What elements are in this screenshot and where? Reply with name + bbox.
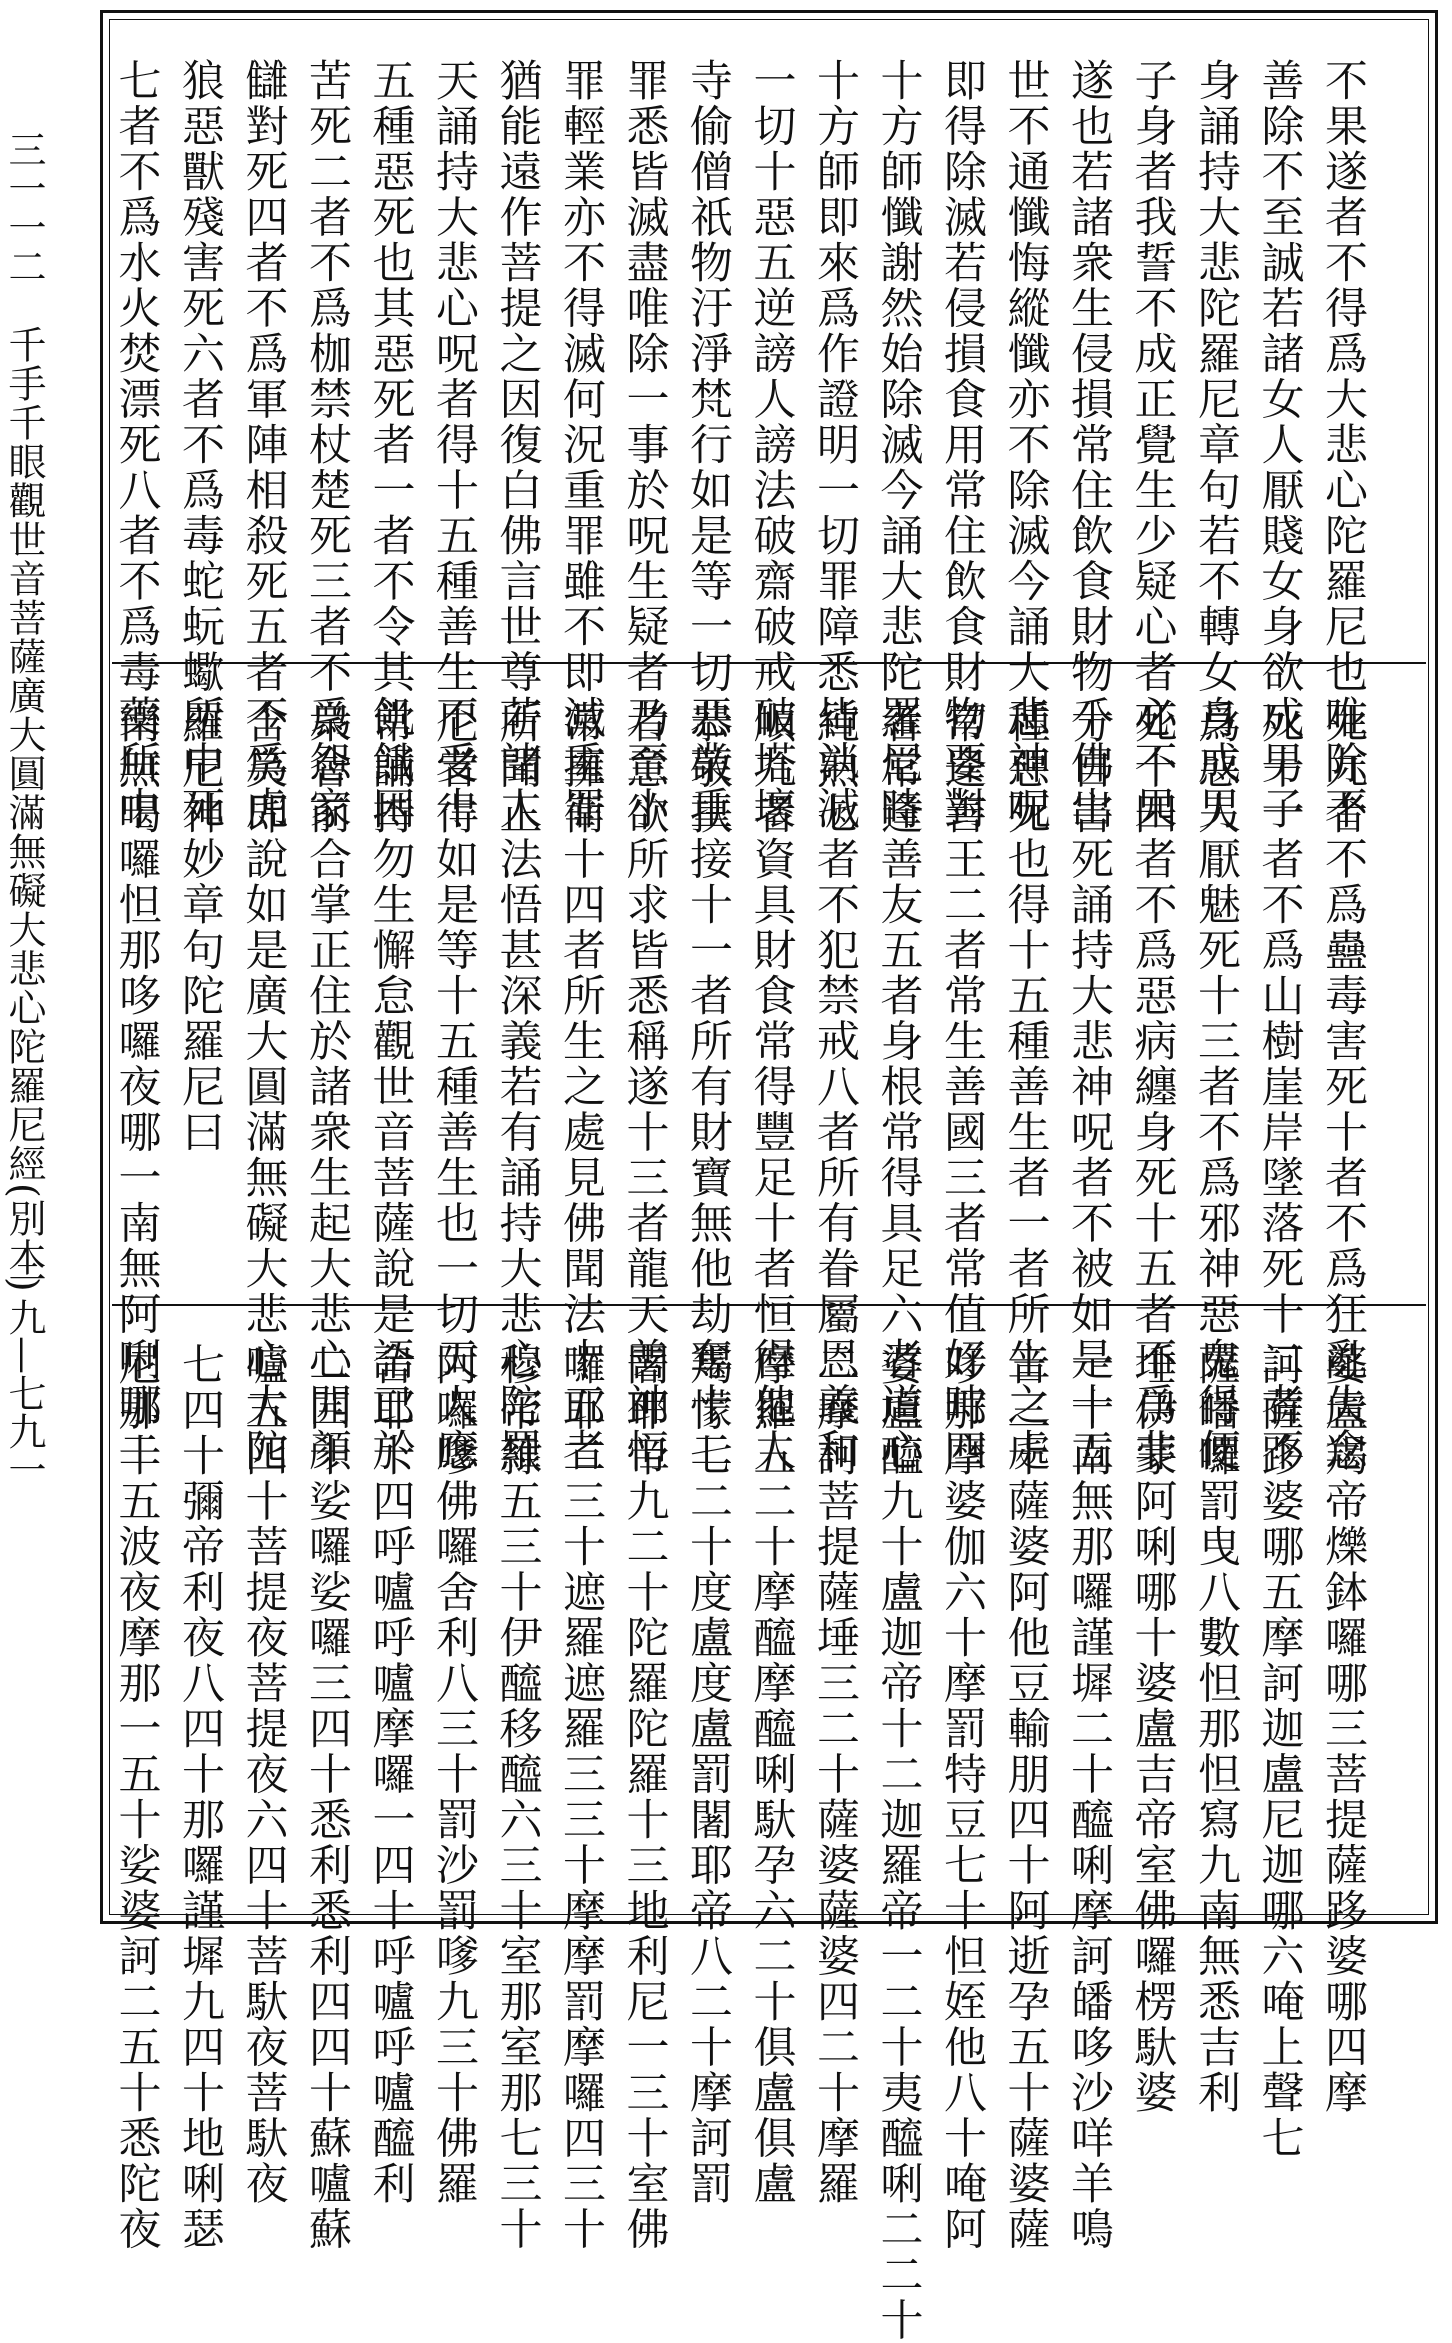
text-column: 常誦持勿生懈怠觀世音菩薩說是語已於: [365, 700, 416, 1474]
text-column: 一切十惡五逆謗人謗法破齋破戒破塔壞: [746, 58, 797, 832]
text-column: 訶薩跢婆哪五摩訶迦盧尼迦哪六唵上聲七: [1254, 1342, 1305, 2161]
text-column: 南無喝囉怛那哆囉夜哪一南無阿唎哪二: [111, 700, 162, 1474]
text-column: 二四十娑囉娑囉三四十悉利悉利四四十蘇嚧蘇: [302, 1342, 352, 2252]
register-middle: [111, 664, 1426, 1474]
text-column: 尼者得如是等十五種善生也一切天人應: [429, 700, 479, 1474]
text-column: 所聞正法悟甚深義若有誦持大悲心陀羅: [492, 700, 543, 1474]
text-column: 不果遂者不得爲大悲心陀羅尼也唯除不: [1318, 58, 1368, 832]
text-column: 善除不至誠若諸女人厭賤女身欲成男子: [1254, 58, 1305, 832]
text-column: 即得除滅若侵損食用常住飲食財物要對: [937, 58, 987, 832]
text-column: 死十一者不爲山樹崖岸墜落死十二者不: [1254, 700, 1305, 1474]
text-column: 子身者我誓不成正覺生少疑心者必不果: [1127, 58, 1178, 832]
text-column: 含笑即說如是廣大圓滿無礙大悲心大陀: [238, 700, 289, 1474]
text-column: 苦死二者不爲枷禁杖楚死三者不爲怨家: [302, 58, 352, 832]
text-column: 羅尼神妙章句陀羅尼曰: [175, 700, 225, 1155]
text-column: 死十四者不爲惡病纏身死十五者不爲非: [1127, 700, 1178, 1474]
text-column: 七四十彌帝利夜八四十那囉謹墀九四十地唎瑟: [175, 1342, 225, 2252]
text-column: 狼惡獸殘害死六者不爲毒蛇蚖蠍所中死: [175, 58, 225, 832]
register-top: [111, 22, 1426, 832]
text-column: 常逢善王二者常生善國三者常值好時四: [937, 700, 987, 1474]
text-column: 純熟七者不犯禁戒八者所有眷屬恩義和: [810, 700, 860, 1474]
text-column: 嚧五四十菩提夜菩提夜六四十菩馱夜菩馱夜: [238, 1342, 289, 2207]
text-column: 穆帝隸五三十伊醯移醯六三十室那室那七三十: [492, 1342, 543, 2252]
text-column: 分自害死誦持大悲神呪者不被如是十五: [1064, 700, 1114, 1474]
text-column: 薩皤囉罰曳八數怛那怛寫九南無悉吉利: [1191, 1342, 1241, 2116]
text-column: 者意欲所求皆悉稱遂十三者龍天善神恒: [619, 700, 670, 1474]
text-column: 恭敬扶接十一者所有財寶無他劫奪十二: [683, 700, 733, 1474]
text-column: 婆盧羯帝爍鉢囉哪三菩提薩跢婆哪四摩: [1318, 1342, 1368, 2116]
text-column: 十方師懺謝然始除滅今誦大悲陀羅尼時: [873, 58, 924, 832]
text-column: 婆盧醯九十盧迦帝十二迦羅帝一二十夷醯唎二二十: [873, 1342, 924, 2343]
text-column: 七者不爲水火焚漂死八者不爲毒藥所中: [111, 58, 162, 832]
text-column: 遂也若諸衆生侵損常住飲食財物千佛出: [1064, 58, 1114, 832]
register-bottom: [111, 1306, 1426, 2343]
text-column: 爲惡人厭魅死十三者不爲邪神惡鬼得便: [1191, 700, 1241, 1474]
text-column: 死九者不爲蠱毒害死十者不爲狂亂失念: [1318, 700, 1368, 1474]
text-column: 五種惡死也其惡死者一者不令其飢餓困: [365, 58, 416, 832]
text-column: 世不通懺悔縱懺亦不除滅今誦大悲神呪: [1000, 58, 1051, 832]
text-column: 身誦持大悲陀羅尼章句若不轉女身成男: [1191, 58, 1241, 832]
text-column: 常擁衛十四者所生之處見佛聞法十五者: [556, 700, 606, 1474]
text-column: 音三十薩婆阿他豆輸朋四十阿逝孕五十薩婆薩: [1000, 1342, 1051, 2252]
text-column: 舍耶十四呼嚧呼嚧摩囉一四十呼嚧呼嚧醯利: [365, 1342, 416, 2207]
text-column: 阿囉嗲佛囉舍利八三十罰沙罰嗲九三十佛羅: [429, 1342, 479, 2207]
margin-page-number: 一九—七九一: [2, 1260, 46, 1488]
text-column: 順九者資具財食常得豐足十者恒得他人: [746, 700, 797, 1474]
text-column: 埵伊蒙阿唎哪十婆盧吉帝室佛囉楞馱婆: [1127, 1342, 1178, 2116]
text-column: 一十南無那囉謹墀二十醯唎摩訶皤哆沙咩羊鳴: [1064, 1342, 1114, 2252]
text-column: 尼那十五波夜摩那一五十娑婆訶二五十悉陀夜: [111, 1342, 162, 2252]
text-column: 闍耶帝九二十陀羅陀羅十三地利尼一三十室佛: [619, 1342, 670, 2252]
text-column: 種惡死也得十五種善生者一者所生之處: [1000, 700, 1051, 1474]
text-column: 囉耶二三十遮羅遮羅三三十摩摩罰摩囉四三十: [556, 1342, 606, 2252]
page-frame: [100, 10, 1438, 2343]
text-column: 十方師即來爲作證明一切罪障悉皆消滅: [810, 58, 860, 832]
text-column: 猶能遠作菩提之因復白佛言世尊若諸人: [492, 58, 543, 832]
text-column: 衆會前合掌正住於諸衆生起大悲心開顏: [302, 700, 352, 1474]
text-column: 羯懞七二十度盧度盧罰闍耶帝八二十摩訶罰: [683, 1342, 733, 2207]
text-column: 者常逢善友五者身根常得具足六者道心: [873, 700, 924, 1474]
text-column: 罪輕業亦不得滅何況重罪雖不即滅重罪: [556, 58, 606, 832]
margin-sutra-title: 三一一二 千手千眼觀世音菩薩廣大圓滿無礙大悲心陀羅尼經(別本): [2, 130, 46, 1293]
text-column: 摩羅五二十摩醯摩醯唎馱孕六二十俱盧俱盧: [746, 1342, 797, 2207]
text-column: 讎對死四者不爲軍陣相殺死五者不爲虎: [238, 58, 289, 832]
text-column: 天誦持大悲心呪者得十五種善生不受十: [429, 58, 479, 832]
text-column: 罪悉皆滅盡唯除一事於呪生疑者乃至小: [619, 58, 670, 832]
text-column: 二摩訶菩提薩埵三二十薩婆薩婆四二十摩羅: [810, 1342, 860, 2207]
text-column: 哆那摩婆伽六十摩罰特豆七十怛姪他八十唵阿: [937, 1342, 987, 2252]
text-column: 寺偷僧祇物汙淨梵行如是等一切惡業重: [683, 58, 733, 832]
